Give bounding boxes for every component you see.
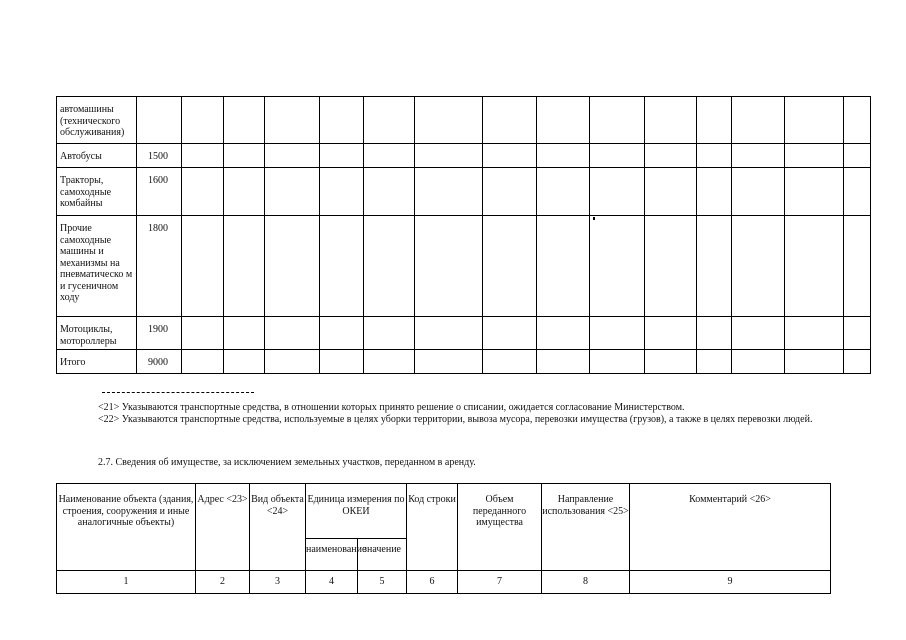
footnotes [60,392,848,426]
column-number: 9 [630,571,831,594]
table-row [57,216,871,317]
header-unit: Единица измерения по ОКЕИ [306,484,407,539]
row-code: 1600 [137,168,182,216]
rent-table [56,483,831,594]
header-unit-value: значение [358,539,407,571]
column-number: 2 [196,571,250,594]
header-address: Адрес <23> [196,484,250,571]
header-unit-name: наименование [306,539,358,571]
header-row [57,484,831,539]
row-label: Итого [57,350,137,374]
column-number: 8 [542,571,630,594]
table-row [57,97,871,144]
row-label: Автобусы [57,144,137,168]
scan-speck [593,217,595,220]
row-code: 1500 [137,144,182,168]
row-label: Прочие самоходные машины и механизмы на пневматическо м и гусеничном ходу [57,216,137,317]
footnote-separator [102,392,254,393]
header-direction: Направление использования <25> [542,484,630,571]
row-label: Мотоциклы, мотороллеры [57,317,137,350]
header-volume: Объем переданного имущества [458,484,542,571]
column-number: 1 [57,571,196,594]
assets-table [56,96,871,374]
column-number-row [57,571,831,594]
header-code: Код строки [407,484,458,571]
table-row [57,168,871,216]
row-code [137,97,182,144]
row-code: 1900 [137,317,182,350]
column-number: 4 [306,571,358,594]
row-code: 9000 [137,350,182,374]
row-code: 1800 [137,216,182,317]
column-number: 5 [358,571,407,594]
table-row [57,144,871,168]
row-label: Тракторы, самоходные комбайны [57,168,137,216]
section-title: 2.7. Сведения об имуществе, за исключением земельных участков, переданном в аренду. [98,457,476,468]
footnote-21: <21> Указываются транспортные средства, в отношении которых принято решение о списании, ожидается согласование Министерством. [98,402,685,413]
column-number: 3 [250,571,306,594]
table-row [57,350,871,374]
header-type: Вид объекта <24> [250,484,306,571]
header-comment: Комментарий <26> [630,484,831,571]
table-row [57,317,871,350]
header-name: Наименование объекта (здания, строения, сооружения и иные аналогичные объекты) [57,484,196,571]
row-label: автомашины (технического обслуживания) [57,97,137,144]
column-number: 6 [407,571,458,594]
footnote-22: <22> Указываются транспортные средства, используемые в целях уборки территории, вывоза мусора, перевозки имущества (грузов), а также в целях перевозки людей. [98,414,813,425]
column-number: 7 [458,571,542,594]
